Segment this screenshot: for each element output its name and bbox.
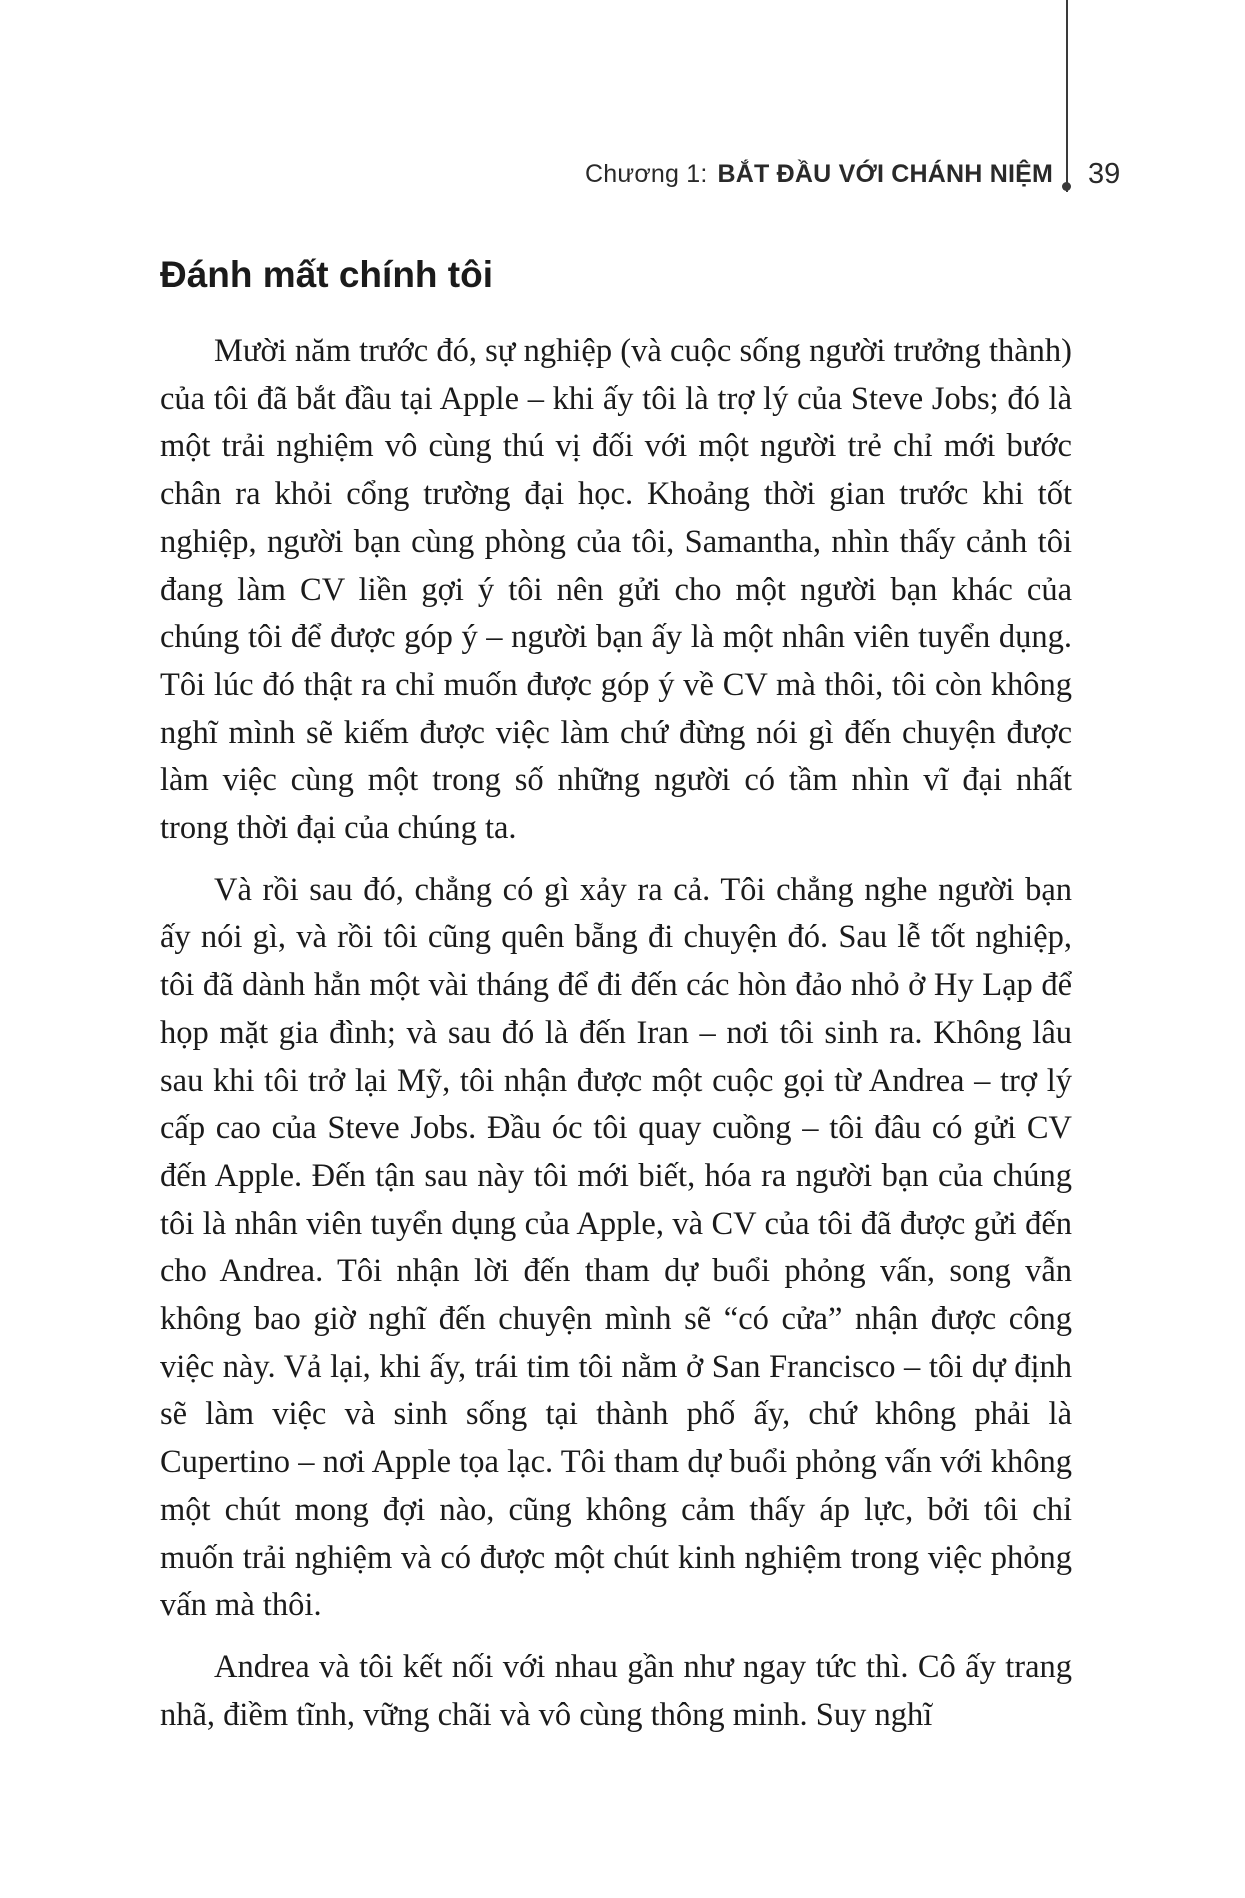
body-text (160, 328, 1072, 1753)
chapter-label: Chương 1: (585, 160, 708, 188)
paragraph-1: Mười năm trước đó, sự nghiệp (và cuộc sống người trưởng thành) của tôi đã bắt đầu tại Apple – khi ấy tôi là trợ lý của Steve Jobs; đó là một trải nghiệm vô cùng thú vị đối với một người trẻ chỉ mới bước chân ra khỏi cổng trường đại học. Khoảng thời gian trước khi tốt nghiệp, người bạn cùng phòng của tôi, Samantha, nhìn thấy cảnh tôi đang làm CV liền gợi ý tôi nên gửi cho một người bạn khác của chúng tôi để được góp ý – người bạn ấy là một nhân viên tuyển dụng. Tôi lúc đó thật ra chỉ muốn được góp ý về CV mà thôi, tôi còn không nghĩ mình sẽ kiếm được việc làm chứ đừng nói gì đến chuyện được làm việc cùng một trong số những người có tầm nhìn vĩ đại nhất trong thời đại của chúng ta. (160, 333, 1072, 847)
page-number: 39 (1088, 158, 1121, 190)
paragraph-2: Và rồi sau đó, chẳng có gì xảy ra cả. Tôi chẳng nghe người bạn ấy nói gì, và rồi tôi cũng quên bẵng đi chuyện đó. Sau lễ tốt nghiệp, tôi đã dành hẳn một vài tháng để đi đến các hòn đảo nhỏ ở Hy Lạp để họp mặt gia đình; và sau đó là đến Iran – nơi tôi sinh ra. Không lâu sau khi tôi trở lại Mỹ, tôi nhận được một cuộc gọi từ Andrea – trợ lý cấp cao của Steve Jobs. Đầu óc tôi quay cuồng – tôi đâu có gửi CV đến Apple. Đến tận sau này tôi mới biết, hóa ra người bạn của chúng tôi là nhân viên tuyển dụng của Apple, và CV của tôi đã được gửi đến cho Andrea. Tôi nhận lời đến tham dự buổi phỏng vấn, song vẫn không bao giờ nghĩ đến chuyện mình sẽ “có cửa” nhận được công việc này. Vả lại, khi ấy, trái tim tôi nằm ở San Francisco – tôi dự định sẽ làm việc và sinh sống tại thành phố ấy, chứ không phải là Cupertino – nơi Apple tọa lạc. Tôi tham dự buổi phỏng vấn với không một chút mong đợi nào, cũng không cảm thấy áp lực, bởi tôi chỉ muốn trải nghiệm và có được một chút kinh nghiệm trong việc phỏng vấn mà thôi. (160, 871, 1072, 1624)
header-divider-line (1066, 0, 1068, 192)
chapter-title: BẮT ĐẦU VỚI CHÁNH NIỆM (717, 160, 1053, 188)
running-header (585, 160, 1053, 189)
section-title: Đánh mất chính tôi (160, 254, 493, 295)
header-divider-dot (1062, 182, 1071, 191)
paragraph-3: Andrea và tôi kết nối với nhau gần như ngay tức thì. Cô ấy trang nhã, điềm tĩnh, vững chãi và vô cùng thông minh. Suy nghĩ (160, 1648, 1072, 1733)
